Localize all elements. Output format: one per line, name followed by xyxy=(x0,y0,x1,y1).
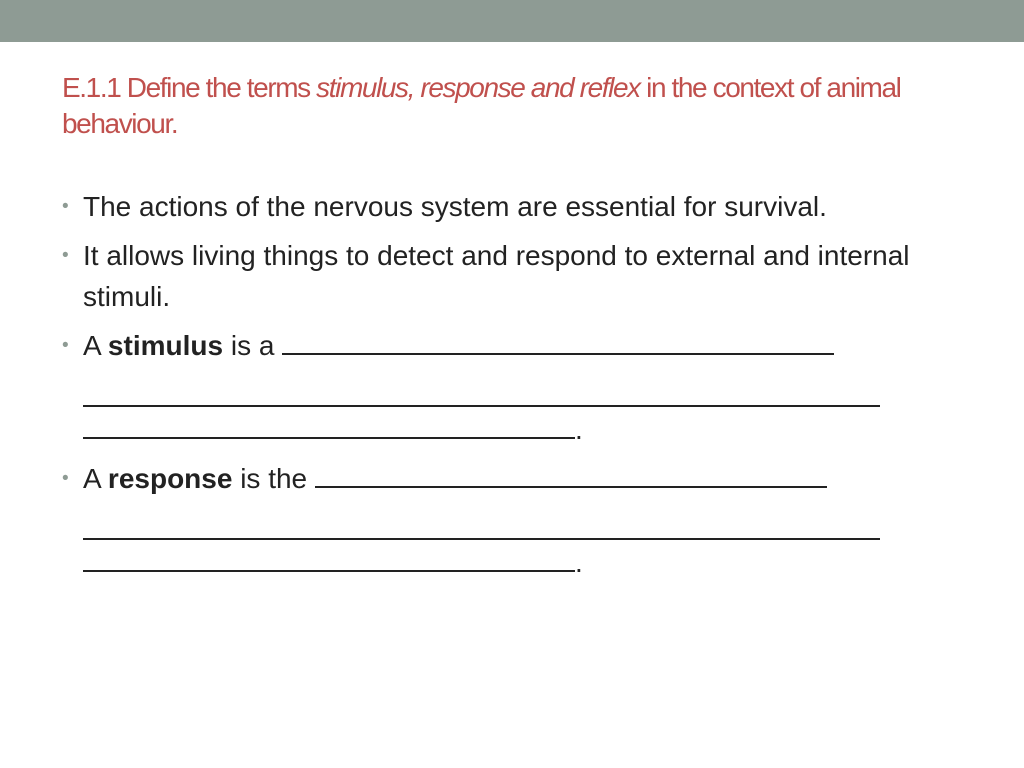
bullet-text: It allows living things to detect and respond to external and internal stimuli. xyxy=(83,240,910,312)
bullet-dot: • xyxy=(62,468,69,489)
top-band xyxy=(0,0,1024,42)
term-stimulus: stimulus xyxy=(107,330,224,361)
bullet-item xyxy=(62,235,922,317)
bullet-lead: A xyxy=(83,463,108,494)
bullet-list xyxy=(62,186,922,591)
fill-in-blank[interactable] xyxy=(83,375,880,407)
bullet-end: . xyxy=(575,547,583,578)
bullet-item-stimulus xyxy=(62,325,922,450)
bullet-tail: is the xyxy=(232,463,315,494)
fill-in-blank[interactable] xyxy=(282,325,834,355)
fill-in-blank[interactable] xyxy=(83,407,575,439)
bullet-text: The actions of the nervous system are essential for survival. xyxy=(83,191,827,222)
slide-title xyxy=(62,70,962,142)
bullet-dot: • xyxy=(62,335,69,356)
title-suffix: in the context of animal behaviour. xyxy=(62,72,901,139)
fill-in-blank[interactable] xyxy=(83,540,575,572)
bullet-item-response xyxy=(62,458,922,583)
bullet-item xyxy=(62,186,922,227)
title-prefix: E.1.1 Define the terms xyxy=(62,72,317,103)
fill-in-blank[interactable] xyxy=(315,458,827,488)
bullet-dot: • xyxy=(62,245,69,266)
bullet-dot: • xyxy=(62,196,69,217)
term-response: response xyxy=(107,463,233,494)
bullet-lead: A xyxy=(83,330,108,361)
bullet-end: . xyxy=(575,414,583,445)
fill-in-blank[interactable] xyxy=(83,508,880,540)
bullet-tail: is a xyxy=(223,330,283,361)
title-emphasis: stimulus, response and reflex xyxy=(316,72,640,103)
